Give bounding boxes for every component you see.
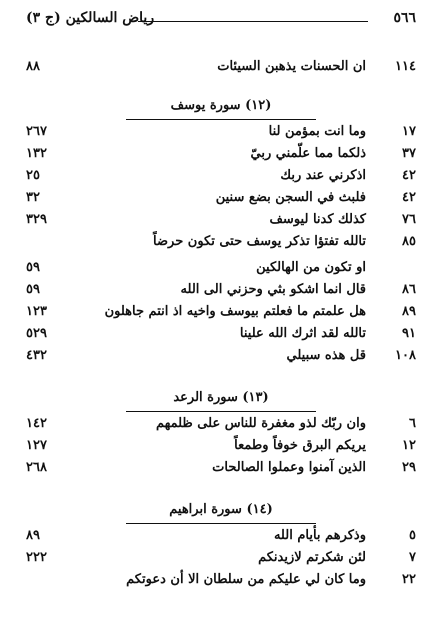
- index-row: [26, 568, 416, 592]
- index-row: [26, 344, 416, 368]
- verse-text: كذلك كدنا ليوسف: [269, 212, 366, 227]
- verse-text: تالله لقد اثرك الله علينا: [239, 326, 366, 341]
- page-ref: ١٢٣: [26, 304, 47, 319]
- page-ref: ٨٨: [26, 59, 40, 74]
- page-ref: ٥٩: [26, 282, 40, 297]
- verse-text: قل هذه سبيلي: [286, 348, 366, 363]
- verse-number: ٢٢: [402, 572, 416, 587]
- page-number: ٥٦٦: [393, 10, 416, 26]
- verse-text: فلبث في السجن بضع سنين: [215, 190, 366, 205]
- running-header: [26, 6, 416, 28]
- verse-text: تالله تفتؤا تذكر يوسف حتى تكون حرضاً: [153, 234, 366, 249]
- index-row: [26, 524, 416, 548]
- index-row: [26, 412, 416, 436]
- verse-text: وما كان لي عليكم من سلطان الا أن دعوتكم: [126, 572, 366, 587]
- verse-number: ٩١: [402, 326, 416, 341]
- page-ref: ٢٦٧: [26, 124, 47, 139]
- verse-number: ٧٦: [402, 212, 416, 227]
- index-row: [26, 164, 416, 188]
- verse-number: ١٢: [402, 438, 416, 453]
- page-ref: ٣٢: [26, 190, 40, 205]
- verse-number: ٥: [409, 528, 416, 543]
- verse-text: قال انما اشكو بثي وحزني الى الله: [180, 282, 366, 297]
- index-row: [26, 300, 416, 324]
- page-ref: ٤٣٢: [26, 348, 47, 363]
- index-row: [26, 456, 416, 480]
- header-rule: [138, 21, 368, 22]
- verse-number: ٨٥: [402, 234, 416, 249]
- page-ref: ٢٢٢: [26, 550, 47, 565]
- verse-number: ٢٩: [402, 460, 416, 475]
- index-row: [26, 186, 416, 210]
- verse-text: ذلكما مما علّمني ربيّ: [250, 146, 366, 161]
- verse-text: ان الحسنات يذهبن السيئات: [217, 59, 366, 74]
- page-ref: ٢٥: [26, 168, 40, 183]
- page-ref: ١٤٢: [26, 416, 47, 431]
- index-row: [26, 142, 416, 166]
- verse-text: يريكم البرق خوفاً وطمعاً: [234, 438, 366, 453]
- verse-number: ١٧: [402, 124, 416, 139]
- index-row: [26, 546, 416, 570]
- verse-text: لئن شكرتم لازيدنكم: [258, 550, 366, 565]
- verse-text: الذين آمنوا وعملوا الصالحات: [212, 460, 366, 475]
- index-row: [26, 55, 416, 79]
- verse-number: ١١٤: [395, 59, 416, 74]
- index-row: [26, 434, 416, 458]
- verse-text: هل علمتم ما فعلتم بيوسف واخيه اذ انتم جاهلون: [104, 304, 366, 319]
- page-ref: ١٣٢: [26, 146, 47, 161]
- verse-text: وان ربّك لذو مغفرة للناس على ظلمهم: [155, 416, 366, 431]
- index-row: [26, 230, 416, 254]
- index-row: [26, 120, 416, 144]
- section-heading: [26, 502, 416, 524]
- verse-text: وما انت بمؤمن لنا: [268, 124, 366, 139]
- index-row: [26, 278, 416, 302]
- page-ref: ٣٢٩: [26, 212, 47, 227]
- verse-text: اذكرني عند ربك: [280, 168, 366, 183]
- book-title: رياض السالكين (ج ٣): [26, 10, 155, 26]
- section-heading: [26, 98, 416, 120]
- section-title: (١٣) سورة الرعد: [173, 390, 269, 405]
- verse-number: ١٠٨: [395, 348, 416, 363]
- verse-number: ٧: [409, 550, 416, 565]
- verse-number: ٨٦: [402, 282, 416, 297]
- verse-number: ٦: [409, 416, 416, 431]
- section-title: (١٢) سورة يوسف: [170, 98, 272, 113]
- page-ref: ٥٩: [26, 260, 40, 275]
- page-ref: ٢٦٨: [26, 460, 47, 475]
- index-row: [26, 208, 416, 232]
- page-ref: ٥٢٩: [26, 326, 47, 341]
- page-ref: ٨٩: [26, 528, 40, 543]
- section-title: (١٤) سورة ابراهيم: [169, 502, 273, 517]
- verse-text: او تكون من الهالكين: [256, 260, 366, 275]
- verse-number: ٣٧: [402, 146, 416, 161]
- verse-number: ٨٩: [402, 304, 416, 319]
- page-ref: ١٢٧: [26, 438, 47, 453]
- verse-number: ٤٢: [402, 190, 416, 205]
- verse-text: وذكرهم بأيام الله: [273, 528, 366, 543]
- section-heading: [26, 390, 416, 412]
- index-row: [26, 322, 416, 346]
- index-row: [26, 256, 416, 280]
- verse-number: ٤٢: [402, 168, 416, 183]
